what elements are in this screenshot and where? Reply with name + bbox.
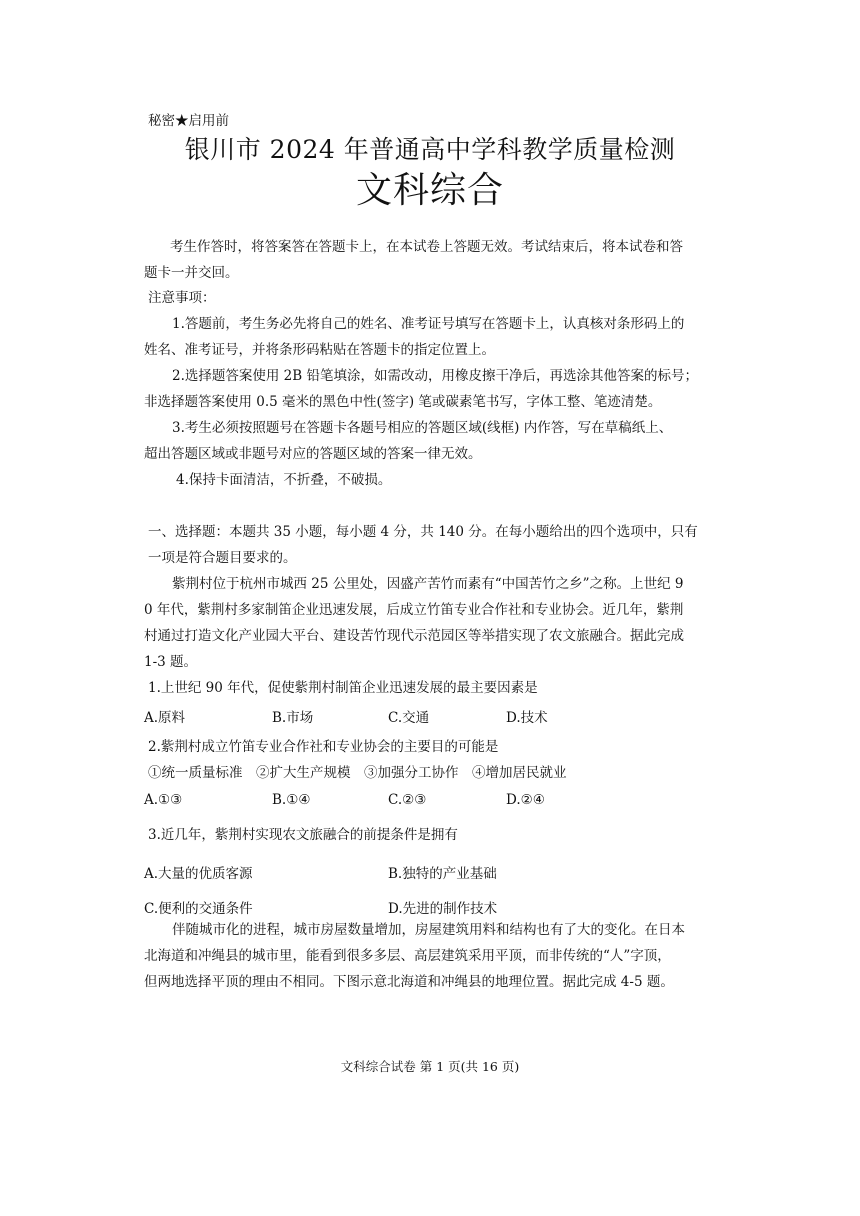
passage-1-line-2: 0 年代，紫荆村多家制笛企业迅速发展，后成立竹笛专业合作社和专业协会。近几年，紫荆 bbox=[144, 602, 684, 618]
question-2-option-a: A.①③ bbox=[144, 792, 183, 808]
notice-3-line-2: 超出答题区域或非题号对应的答题区域的答案一律无效。 bbox=[144, 446, 482, 462]
notice-title: 注意事项： bbox=[148, 290, 216, 306]
notice-2-line-1: 2.选择题答案使用 2B 铅笔填涂，如需改动，用橡皮擦干净后，再选涂其他答案的标号； bbox=[172, 368, 698, 384]
passage-1-line-3: 村通过打造文化产业园大平台、建设苦竹现代示范园区等举措实现了农文旅融合。据此完成 bbox=[144, 628, 684, 644]
question-1-option-d: D.技术 bbox=[506, 710, 548, 726]
question-3-option-b: B.独特的产业基础 bbox=[388, 866, 497, 882]
passage-2-line-2: 北海道和冲绳县的城市里，能看到很多多层、高层建筑采用平顶，而非传统的“人”字顶， bbox=[144, 948, 671, 964]
page-footer: 文科综合试卷 第 1 页(共 16 页) bbox=[340, 1059, 520, 1074]
question-3-option-c: C.便利的交通条件 bbox=[144, 901, 253, 917]
notice-1-line-1: 1.答题前，考生务必先将自己的姓名、准考证号填写在答题卡上，认真核对条形码上的 bbox=[172, 316, 685, 332]
question-3-stem: 3.近几年，紫荆村实现农文旅融合的前提条件是拥有 bbox=[148, 827, 458, 843]
section-heading-line-1: 一、选择题：本题共 35 小题，每小题 4 分，共 140 分。在每小题给出的四个选项中，只有 bbox=[148, 524, 698, 540]
question-3-option-d: D.先进的制作技术 bbox=[388, 901, 498, 917]
exam-title: 银川市 2024 年普通高中学科教学质量检测 bbox=[184, 135, 676, 164]
question-1-option-a: A.原料 bbox=[144, 710, 186, 726]
section-heading-line-2: 一项是符合题目要求的。 bbox=[148, 550, 297, 566]
question-1-option-b: B.市场 bbox=[272, 710, 314, 726]
question-2-option-d: D.②④ bbox=[506, 792, 545, 808]
question-2-items: ①统一质量标准 ②扩大生产规模 ③加强分工协作 ④增加居民就业 bbox=[148, 765, 567, 781]
passage-1-line-4: 1-3 题。 bbox=[144, 654, 198, 670]
notice-2-line-2: 非选择题答案使用 0.5 毫米的黑色中性(签字) 笔或碳素笔书写，字体工整、笔迹清楚。 bbox=[144, 394, 662, 410]
subject-title: 文科综合 bbox=[355, 170, 504, 211]
question-1-stem: 1.上世纪 90 年代，促使紫荆村制笛企业迅速发展的最主要因素是 bbox=[148, 680, 538, 696]
intro-line-2: 题卡一并交回。 bbox=[144, 265, 239, 281]
notice-4: 4.保持卡面清洁，不折叠，不破损。 bbox=[176, 472, 392, 488]
passage-2-line-1: 伴随城市化的进程，城市房屋数量增加，房屋建筑用料和结构也有了大的变化。在日本 bbox=[172, 922, 685, 938]
question-2-option-c: C.②③ bbox=[388, 792, 427, 808]
confidential-mark: 秘密★启用前 bbox=[148, 113, 229, 129]
intro-line-1: 考生作答时，将答案答在答题卡上，在本试卷上答题无效。考试结束后，将本试卷和答 bbox=[170, 239, 683, 255]
question-2-option-b: B.①④ bbox=[272, 792, 311, 808]
passage-1-line-1: 紫荆村位于杭州市城西 25 公里处，因盛产苦竹而素有“中国苦竹之乡”之称。上世纪 9 bbox=[172, 576, 684, 592]
notice-3-line-1: 3.考生必须按照题号在答题卡各题号相应的答题区域(线框) 内作答，写在草稿纸上、 bbox=[172, 420, 673, 436]
question-2-stem: 2.紫荆村成立竹笛专业合作社和专业协会的主要目的可能是 bbox=[148, 739, 499, 755]
question-3-option-a: A.大量的优质客源 bbox=[144, 866, 253, 882]
passage-2-line-3: 但两地选择平顶的理由不相同。下图示意北海道和冲绳县的地理位置。据此完成 4-5 题。 bbox=[144, 974, 674, 990]
notice-1-line-2: 姓名、准考证号，并将条形码粘贴在答题卡的指定位置上。 bbox=[144, 342, 495, 358]
question-1-option-c: C.交通 bbox=[388, 710, 430, 726]
